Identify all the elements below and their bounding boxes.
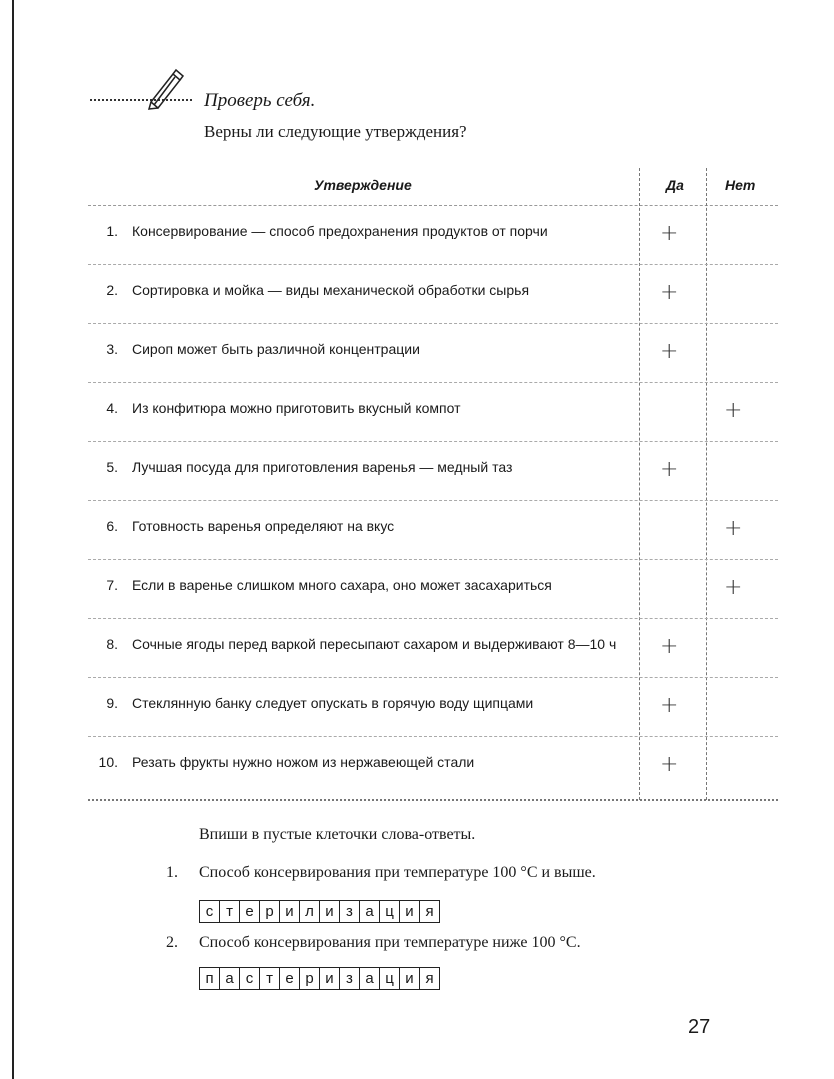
table-row [88, 677, 778, 737]
table-row [88, 736, 778, 795]
row-statement: Резать фрукты нужно ножом из нержавеющей стали [132, 754, 475, 770]
question-text: Верны ли следующие утверждения? [204, 122, 467, 141]
answer-cell[interactable]: и [320, 968, 340, 989]
answer-cell[interactable]: а [360, 901, 380, 922]
yes-mark[interactable]: + [660, 339, 679, 364]
task-instruction: Впиши в пустые клеточки слова-ответы. [199, 826, 476, 843]
answer-cell[interactable]: з [340, 968, 360, 989]
task-item-number: 1. [166, 864, 178, 881]
no-mark[interactable]: + [724, 398, 743, 423]
answer-cell[interactable]: и [320, 901, 340, 922]
task-item-text: Способ консервирования при температуре ниже 100 °С. [199, 934, 581, 951]
answer-cell[interactable]: л [300, 901, 320, 922]
task-item-text: Способ консервирования при температуре 100 °С и выше. [199, 864, 596, 881]
answer-cell[interactable]: с [240, 968, 260, 989]
answer-cell[interactable]: ц [380, 968, 400, 989]
row-statement: Готовность варенья определяют на вкус [132, 518, 395, 534]
no-mark[interactable]: + [724, 575, 743, 600]
table-row [88, 205, 778, 265]
yes-mark[interactable]: + [660, 752, 679, 777]
row-number: 6. [106, 518, 118, 534]
row-number: 7. [106, 577, 118, 593]
row-statement: Сочные ягоды перед варкой пересыпают сахаром и выдерживают 8—10 ч [132, 636, 617, 652]
answer-cell[interactable]: с [200, 901, 220, 922]
row-statement: Сироп может быть различной концентрации [132, 341, 420, 357]
row-number: 8. [106, 636, 118, 652]
answer-cell[interactable]: я [425, 970, 434, 987]
answer-cell[interactable]: е [240, 901, 260, 922]
table-row [88, 618, 778, 678]
row-number: 3. [106, 341, 118, 357]
row-statement: Из конфитюра можно приготовить вкусный компот [132, 400, 461, 416]
row-statement: Лучшая посуда для приготовления варенья — медный таз [132, 459, 513, 475]
answer-cell[interactable]: т [260, 968, 280, 989]
table-row [88, 323, 778, 383]
column-header-no: Нет [725, 177, 756, 193]
yes-mark[interactable]: + [660, 457, 679, 482]
answer-cell[interactable]: я [425, 903, 434, 920]
yes-mark[interactable]: + [660, 693, 679, 718]
table-row [88, 500, 778, 560]
row-statement: Стеклянную банку следует опускать в горячую воду щипцами [132, 695, 534, 711]
answer-boxes-2[interactable] [199, 967, 440, 990]
page-number: 27 [688, 1016, 711, 1038]
answer-cell[interactable]: з [340, 901, 360, 922]
task-item-number: 2. [166, 934, 178, 951]
pencil-icon [143, 66, 187, 110]
row-number: 9. [106, 695, 118, 711]
answer-cell[interactable]: а [220, 968, 240, 989]
answer-boxes-1[interactable] [199, 900, 440, 923]
page-title: Проверь себя. [204, 90, 316, 111]
answer-cell[interactable]: р [300, 968, 320, 989]
answer-cell[interactable]: и [400, 901, 420, 922]
row-statement: Сортировка и мойка — виды механической обработки сырья [132, 282, 530, 298]
table-row [88, 264, 778, 324]
answer-cell[interactable]: а [360, 968, 380, 989]
table-bottom-border [88, 799, 778, 801]
row-number: 1. [106, 223, 118, 239]
row-number: 5. [106, 459, 118, 475]
answer-cell[interactable]: р [260, 901, 280, 922]
table-header [88, 160, 778, 206]
answer-cell[interactable]: ц [380, 901, 400, 922]
answer-cell[interactable]: и [400, 968, 420, 989]
page-edge-line [12, 0, 14, 1079]
table-row [88, 559, 778, 619]
answer-cell[interactable]: и [280, 901, 300, 922]
statements-table [88, 160, 778, 800]
row-number: 10. [98, 754, 118, 770]
answer-cell[interactable]: е [280, 968, 300, 989]
no-mark[interactable]: + [724, 516, 743, 541]
table-row [88, 441, 778, 501]
row-number: 2. [106, 282, 118, 298]
row-statement: Если в варенье слишком много сахара, оно может засахариться [132, 577, 552, 593]
answer-cell[interactable]: т [220, 901, 240, 922]
column-header-statement: Утверждение [314, 177, 412, 193]
answer-cell[interactable]: п [200, 968, 220, 989]
row-number: 4. [106, 400, 118, 416]
yes-mark[interactable]: + [660, 221, 679, 246]
row-statement: Консервирование — способ предохранения продуктов от порчи [132, 223, 548, 239]
column-header-yes: Да [666, 177, 684, 193]
yes-mark[interactable]: + [660, 280, 679, 305]
table-row [88, 382, 778, 442]
yes-mark[interactable]: + [660, 634, 679, 659]
